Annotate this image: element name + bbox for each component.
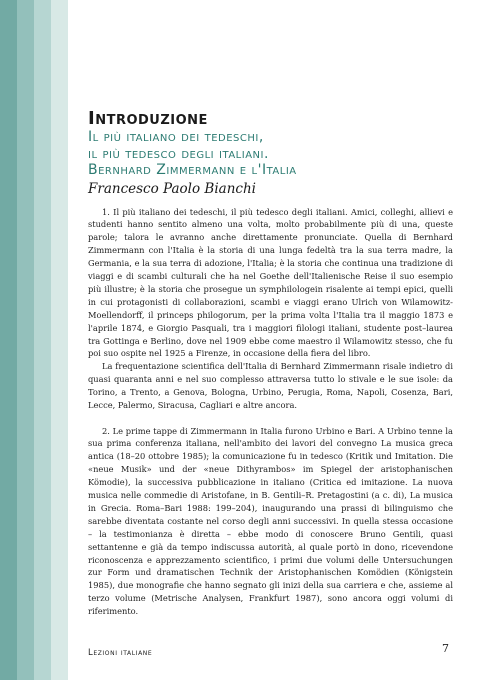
paragraph-2: La frequentazione scientifica dell'Italia di Bernhard Zimmermann risale indietro di quasi quaranta anni e nel suo complesso attraversa tutto lo stivale e le sue isole: da Torino, a Trento, a Genova, Bologna, Urbino, Perugia, Roma, Napoli, Cosenza, Bari, Lecce, Palermo, Siracusa, Cagliari e altre ancora. bbox=[88, 361, 453, 411]
main-content bbox=[88, 108, 453, 618]
chapter-title: Introduzione bbox=[88, 108, 208, 129]
decorative-band-3 bbox=[34, 0, 51, 680]
chapter-subtitle-line-1: Il più italiano dei tedeschi, bbox=[88, 129, 264, 145]
paragraph-3: 2. Le prime tappe di Zimmermann in Italia furono Urbino e Bari. A Urbino tenne la sua prima conferenza italiana, nell'ambito dei lavori del convegno La musica greca antica (18–20 ottobre 1985); la comunicazione fu in tedesco (Kritik und Imitation. Die «neue Musik» und der «neue Dithyrambos» im Spiegel der aristophanischen Kömodie), la successiva pubblicazione in italiano (Critica ed imitazione. La nuova musica nelle commedie di Aristofane, in B. Gentili–R. Pretagostini (a c. di), La musica in Grecia. Roma–Bari 1988: 199–204), inaugurando una prassi di bilinguismo che sarebbe diventata costante nel corso degli anni successivi. In quella stessa occasione – la testimonianza è diretta – ebbe modo di conoscere Bruno Gentili, quasi settantenne e già da tempo indiscussa autorità, al quale portò in dono, ricevendone riconoscenza e apprezzamento scientifico, i primi due volumi delle Untersuchungen zur Form und dramatischen Technik der Aristophanischen Komödien (Königstein 1985), due monografie che hanno segnato gli inizi della sua carriera e che, assieme al terzo volume (Metrische Analysen, Frankfurt 1987), sono ancora oggi volumi di riferimento. bbox=[88, 425, 453, 617]
running-footer-title: Lezioni italiane bbox=[88, 648, 153, 658]
decorative-band-2 bbox=[17, 0, 34, 680]
paragraph-1: 1. Il più italiano dei tedeschi, il più tedesco degli italiani. Amici, colleghi, allievi e studenti hanno sentito almeno una volta, molto probabilmente più di una, queste parole; talora le avranno anche direttamente pronunciate. Quella di Bernhard Zimmermann con l'Italia è la storia di una lunga fedeltà tra la sua terra madre, la Germania, e la sua terra di adozione, l'Italia; è la storia che continua una tradizione di viaggi e di scambi culturali che ha nel Goethe dell'Italienische Reise il suo esempio più illustre; è la storia che prosegue un symphilologein risalente ai tempi epici, quelli in cui protagonisti di collaborazioni, scambi e viaggi erano Ulrich von Wilamowitz-Moellendorff, il princeps philogorum, per la prima volta l'Italia tra il maggio 1873 e l'aprile 1874, e Giorgio Pasquali, tra i maggiori filologi italiani, studente post–laurea tra Gottinga e Berlino, dove nel 1909 ebbe come maestro il Wilamowitz stesso, che fu poi suo ospite nel 1925 a Firenze, in occasione della fiera del libro. bbox=[88, 206, 453, 359]
page-number: 7 bbox=[442, 642, 449, 655]
body-text bbox=[88, 206, 453, 619]
decorative-band-1 bbox=[0, 0, 17, 680]
chapter-subtitle-line-3: Bernhard Zimmermann e l'Italia bbox=[88, 162, 297, 178]
chapter-author: Francesco Paolo Bianchi bbox=[88, 180, 256, 197]
decorative-band-4 bbox=[51, 0, 68, 680]
chapter-subtitle-line-2: il più tedesco degli italiani. bbox=[88, 145, 269, 162]
